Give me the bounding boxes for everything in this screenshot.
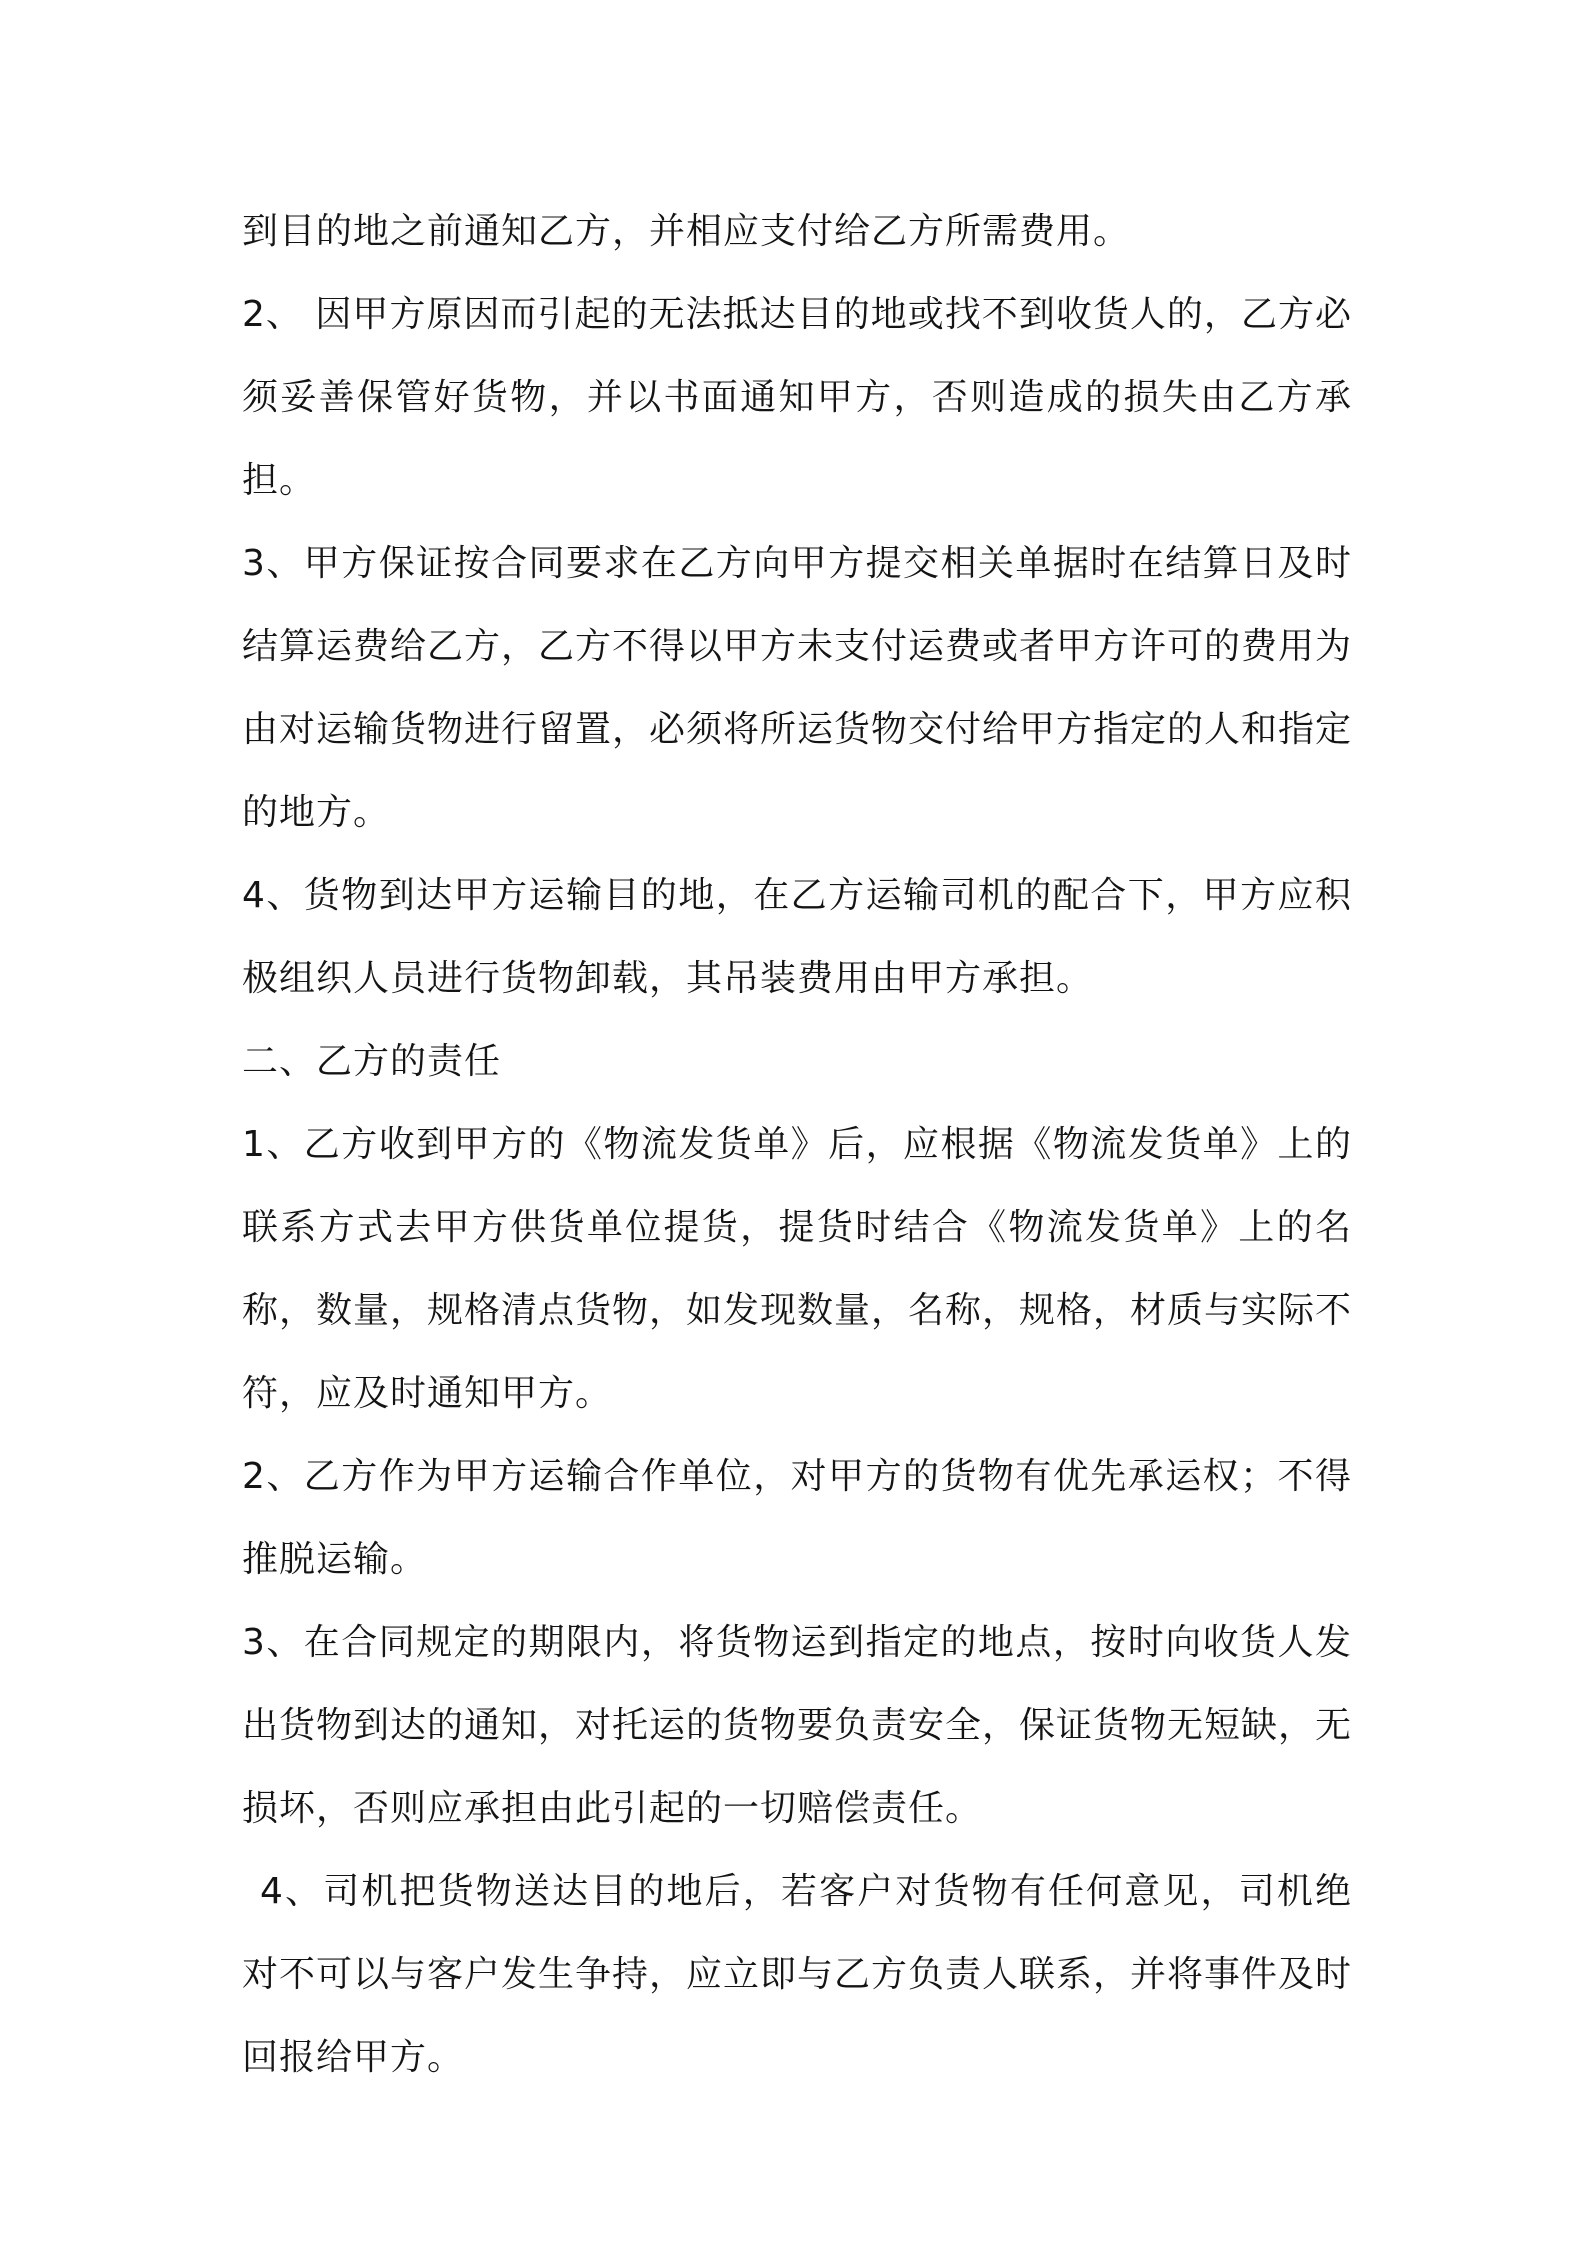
paragraph-clause-a3: 3、甲方保证按合同要求在乙方向甲方提交相关单据时在结算日及时结算运费给乙方，乙方不得以甲方未支付运费或者甲方许可的费用为由对运输货物进行留置，必须将所运货物交付给甲方指定的人和指定的地方。 [242,543,1353,833]
paragraph-continuation: 到目的地之前通知乙方，并相应支付给乙方所需费用。 [242,211,1131,252]
document-body [242,190,1352,2099]
section-heading-party-b: 二、乙方的责任 [242,1041,502,1082]
paragraph-clause-b2: 2、乙方作为甲方运输合作单位，对甲方的货物有优先承运权；不得推脱运输。 [242,1456,1352,1580]
paragraph-clause-b4: 4、司机把货物送达目的地后，若客户对货物有任何意见，司机绝对不可以与客户发生争持，应立即与乙方负责人联系，并将事件及时回报给甲方。 [242,1871,1353,2078]
paragraph-clause-a4: 4、货物到达甲方运输目的地，在乙方运输司机的配合下，甲方应积极组织人员进行货物卸载，其吊装费用由甲方承担。 [242,875,1352,999]
paragraph-clause-b1: 1、乙方收到甲方的《物流发货单》后，应根据《物流发货单》上的联系方式去甲方供货单位提货，提货时结合《物流发货单》上的名称，数量，规格清点货物，如发现数量，名称，规格，材质与实际不符，应及时通知甲方。 [242,1124,1353,1414]
paragraph-clause-a2: 2、 因甲方原因而引起的无法抵达目的地或找不到收货人的，乙方必须妥善保管好货物，并以书面通知甲方，否则造成的损失由乙方承担。 [242,294,1352,501]
paragraph-clause-b3: 3、在合同规定的期限内，将货物运到指定的地点，按时向收货人发出货物到达的通知，对托运的货物要负责安全，保证货物无短缺，无损坏，否则应承担由此引起的一切赔偿责任。 [242,1622,1353,1829]
